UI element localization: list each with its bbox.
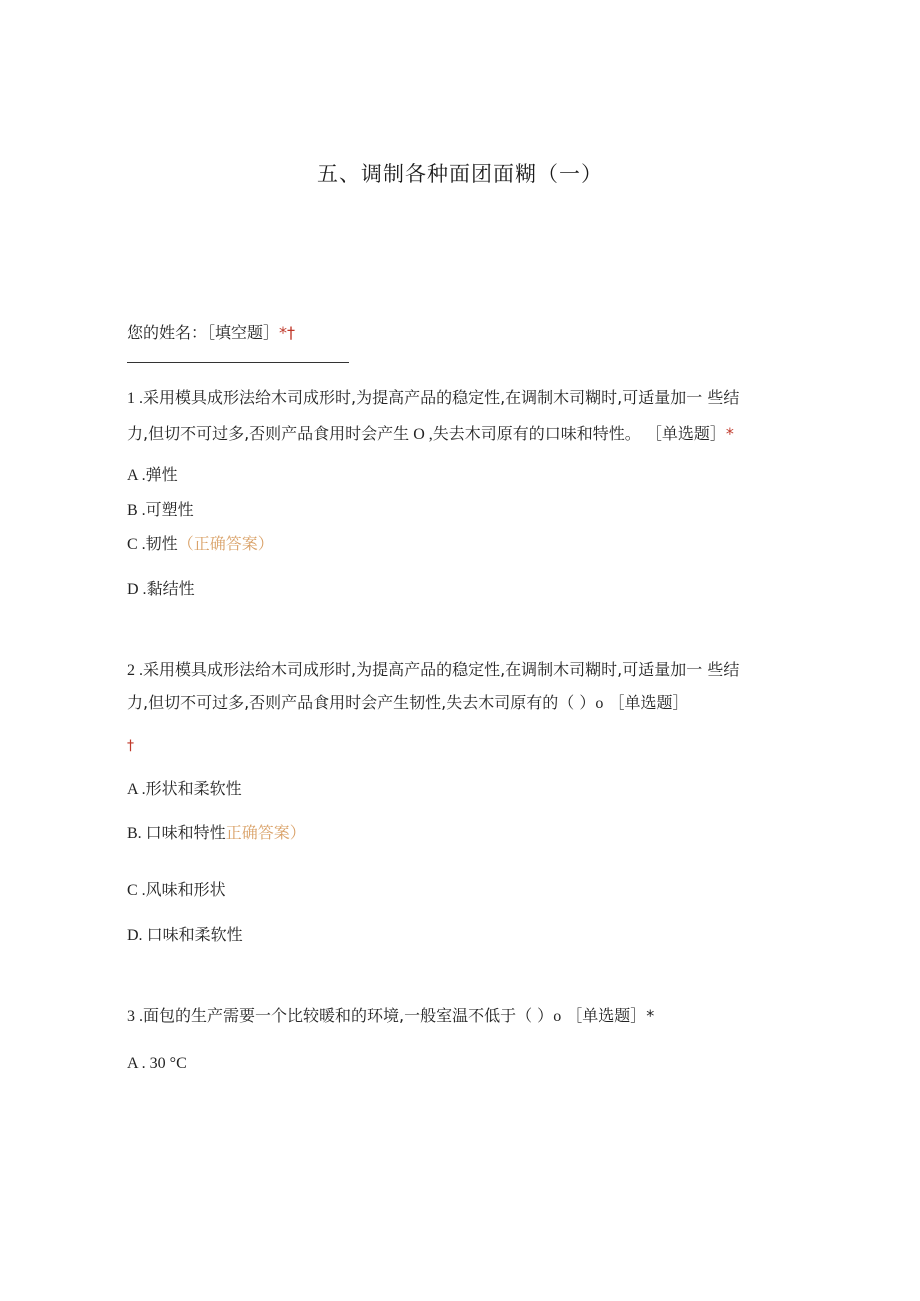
option-b[interactable] xyxy=(127,500,194,521)
name-label: 您的姓名：［填空题］ xyxy=(127,323,280,342)
question-number: 3 . xyxy=(127,1008,143,1025)
question-2-line-2 xyxy=(127,693,688,714)
option-a[interactable] xyxy=(127,465,178,486)
question-blank: o xyxy=(553,1008,562,1025)
question-1-line-2 xyxy=(127,424,734,445)
name-question xyxy=(127,323,295,343)
option-letter: D. xyxy=(127,927,147,944)
question-text: 力,但切不可过多,否则产品食用时会产生 xyxy=(127,424,410,443)
question-text: 采用模具成形法给木司成形时,为提高产品的稳定性,在调制木司糊时,可适量加一 些结 xyxy=(143,388,740,407)
question-1-line-1 xyxy=(127,388,739,409)
question-type: 失去木司原有的口味和特性。 ［单选题］ xyxy=(432,424,726,443)
question-text: 力,但切不可过多,否则产品食用时会产生韧性,失去木司原有的（ ） xyxy=(127,693,596,712)
correct-answer-label: （正确答案） xyxy=(177,534,274,553)
question-type: ［单选题］ xyxy=(561,1006,647,1025)
option-letter: A . xyxy=(127,1055,150,1072)
question-number: 1 . xyxy=(127,390,143,407)
question-text: 采用模具成形法给木司成形时,为提高产品的稳定性,在调制木司糊时,可适量加一 些结 xyxy=(143,660,740,679)
option-c[interactable] xyxy=(127,880,226,901)
option-letter: D . xyxy=(127,581,147,598)
question-blank: O , xyxy=(409,426,433,443)
question-2-line-1 xyxy=(127,660,739,681)
option-letter: A . xyxy=(127,467,146,484)
question-blank: o xyxy=(595,695,604,712)
option-text: 弹性 xyxy=(145,465,178,484)
option-text: 口味和柔软性 xyxy=(146,925,243,944)
option-a[interactable] xyxy=(127,779,242,800)
required-mark: * xyxy=(725,424,734,443)
option-text: 30 °C xyxy=(149,1055,187,1072)
required-mark: * xyxy=(646,1006,655,1025)
correct-answer-label: 正确答案） xyxy=(225,823,306,842)
option-d[interactable] xyxy=(127,925,243,946)
option-text: 韧性 xyxy=(145,534,178,553)
option-text: 风味和形状 xyxy=(145,880,226,899)
option-text: 口味和特性 xyxy=(145,823,226,842)
question-text: 面包的生产需要一个比较暖和的环境,一般室温不低于（ ） xyxy=(143,1006,554,1025)
option-c[interactable] xyxy=(127,534,274,555)
option-text: 形状和柔软性 xyxy=(145,779,242,798)
question-number: 2 . xyxy=(127,662,143,679)
option-b[interactable] xyxy=(127,823,306,844)
option-d[interactable] xyxy=(127,579,195,600)
option-letter: B . xyxy=(127,502,146,519)
page-title: 五、调制各种面团面糊（一） xyxy=(317,162,603,186)
option-letter: C . xyxy=(127,882,146,899)
option-a[interactable] xyxy=(127,1053,187,1074)
name-input-line[interactable] xyxy=(127,362,349,363)
option-letter: B. xyxy=(127,825,146,842)
option-text: 可塑性 xyxy=(145,500,194,519)
option-letter: A . xyxy=(127,781,146,798)
required-mark: *† xyxy=(279,323,296,342)
option-letter: C . xyxy=(127,536,146,553)
question-type: ［单选题］ xyxy=(603,693,689,712)
option-text: 黏结性 xyxy=(146,579,195,598)
required-mark: † xyxy=(127,738,134,754)
question-3-line-1 xyxy=(127,1006,654,1027)
